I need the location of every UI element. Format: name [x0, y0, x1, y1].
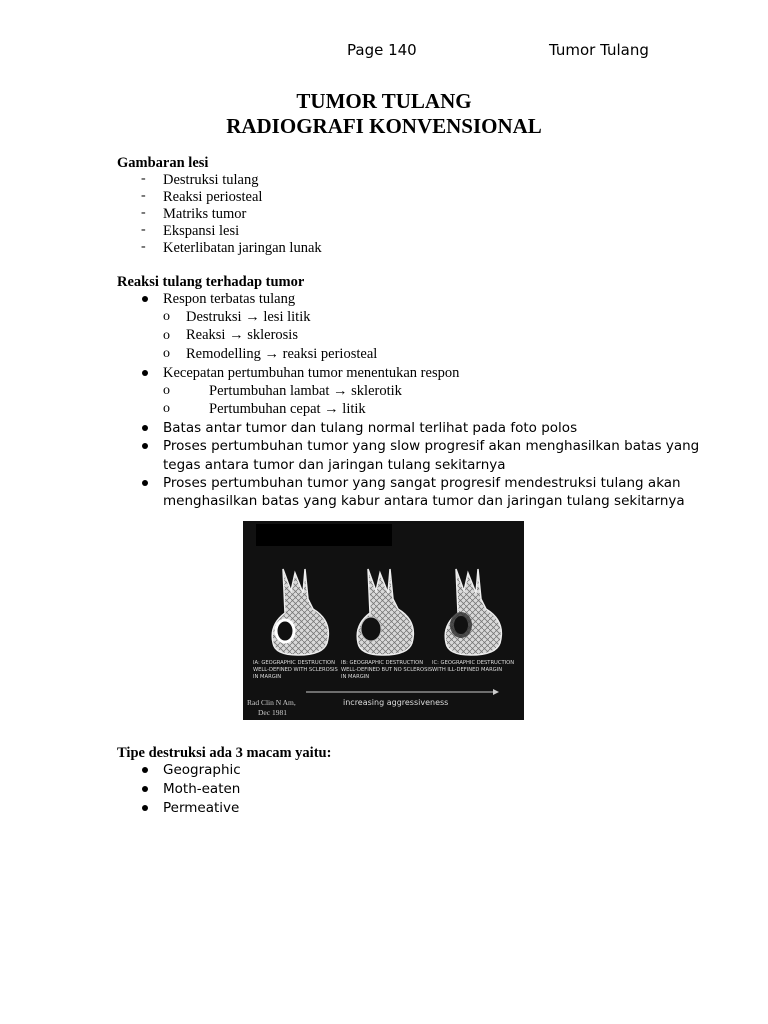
figure-source-line: Dec 1981	[258, 708, 287, 717]
arrow-icon: →	[229, 327, 244, 343]
figure-source-line: Rad Clin N Am,	[247, 698, 296, 707]
list-item: Geographic	[163, 762, 241, 778]
bullet-icon	[142, 425, 148, 431]
list-dash: -	[141, 222, 146, 237]
arrow-icon: →	[264, 346, 280, 362]
section-heading-gambaran-lesi: Gambaran lesi	[117, 155, 209, 171]
list-dash: -	[141, 188, 146, 203]
list-item: Reaksi periosteal	[163, 189, 263, 205]
caption-ia-line: WELL-DEFINED WITH SCLEROSIS	[253, 667, 338, 673]
sub-list-item: Remodelling → reaksi periosteal	[186, 346, 378, 362]
sub-list-marker: o	[163, 383, 170, 398]
list-item: Respon terbatas tulang	[163, 291, 296, 307]
list-item: Keterlibatan jaringan lunak	[163, 240, 322, 256]
document-title: TUMOR TULANG	[296, 89, 472, 113]
sub-list-marker: o	[163, 401, 170, 416]
header-chapter-title: Tumor Tulang	[549, 41, 649, 59]
header-page-number: Page 140	[347, 41, 417, 59]
bone-sketch-ic	[445, 569, 501, 655]
arrow-head-icon	[493, 689, 499, 695]
arrow-icon: →	[245, 309, 260, 325]
list-item: Permeative	[163, 800, 240, 816]
figure-captions	[253, 660, 514, 680]
redaction-box	[256, 524, 392, 546]
section-heading-reaksi-tulang: Reaksi tulang terhadap tumor	[117, 274, 305, 290]
caption-ib-line: WELL-DEFINED BUT NO SCLEROSIS	[341, 667, 433, 673]
list-item: Matriks tumor	[163, 206, 247, 222]
caption-ib-line: IB: GEOGRAPHIC DESTRUCTION	[341, 660, 424, 666]
bullet-icon	[142, 370, 148, 376]
sub-list-item: Reaksi → sklerosis	[186, 327, 298, 343]
sub-list-item: Destruksi → lesi litik	[186, 309, 311, 325]
list-item: Moth-eaten	[163, 781, 241, 797]
sub-list-marker: o	[163, 309, 170, 324]
radiograph-figure	[243, 521, 524, 720]
bullet-icon	[142, 443, 148, 449]
list-item-line: Proses pertumbuhan tumor yang sangat progresif mendestruksi tulang akan	[163, 475, 681, 491]
sub-list-marker: o	[163, 346, 170, 361]
bullet-icon	[142, 767, 148, 773]
bullet-icon	[142, 480, 148, 486]
section-heading-tipe-destruksi: Tipe destruksi ada 3 macam yaitu:	[117, 745, 332, 761]
list-dash: -	[141, 239, 146, 254]
list-item: Batas antar tumor dan tulang normal terlihat pada foto polos	[163, 420, 578, 436]
bone-destruction-diagram	[243, 521, 524, 720]
arrow-icon: →	[333, 383, 348, 399]
list-dash: -	[141, 205, 146, 220]
list-item-line: menghasilkan batas yang kabur antara tumor dan jaringan tulang sekitarnya	[163, 493, 685, 509]
list-item-line: tegas antara tumor dan jaringan tulang sekitarnya	[163, 457, 506, 473]
sub-list-marker: o	[163, 328, 170, 343]
arrow-icon: →	[324, 401, 339, 417]
bullet-icon	[142, 805, 148, 811]
list-item: Kecepatan pertumbuhan tumor menentukan respon	[163, 365, 460, 381]
caption-ib-line: IN MARGIN	[341, 674, 370, 680]
caption-ia-line: IN MARGIN	[253, 674, 282, 680]
caption-ic-line: WITH ILL-DEFINED MARGIN	[432, 667, 503, 673]
list-item: Destruksi tulang	[163, 172, 259, 188]
arrow-label: increasing aggressiveness	[343, 698, 449, 707]
bone-sketch-ib	[357, 569, 413, 655]
sub-list-item: Pertumbuhan cepat → litik	[209, 401, 366, 417]
bone-sketch-ia	[272, 569, 328, 655]
list-item-line: Proses pertumbuhan tumor yang slow progresif akan menghasilkan batas yang	[163, 438, 700, 454]
bullet-icon	[142, 296, 148, 302]
bullet-icon	[142, 786, 148, 792]
document-subtitle: RADIOGRAFI KONVENSIONAL	[226, 114, 542, 138]
sub-list-item: Pertumbuhan lambat → sklerotik	[209, 383, 402, 399]
caption-ic-line: IC: GEOGRAPHIC DESTRUCTION	[432, 660, 515, 666]
list-item: Ekspansi lesi	[163, 223, 240, 239]
caption-ia-line: IA: GEOGRAPHIC DESTRUCTION	[253, 660, 335, 666]
list-dash: -	[141, 171, 146, 186]
